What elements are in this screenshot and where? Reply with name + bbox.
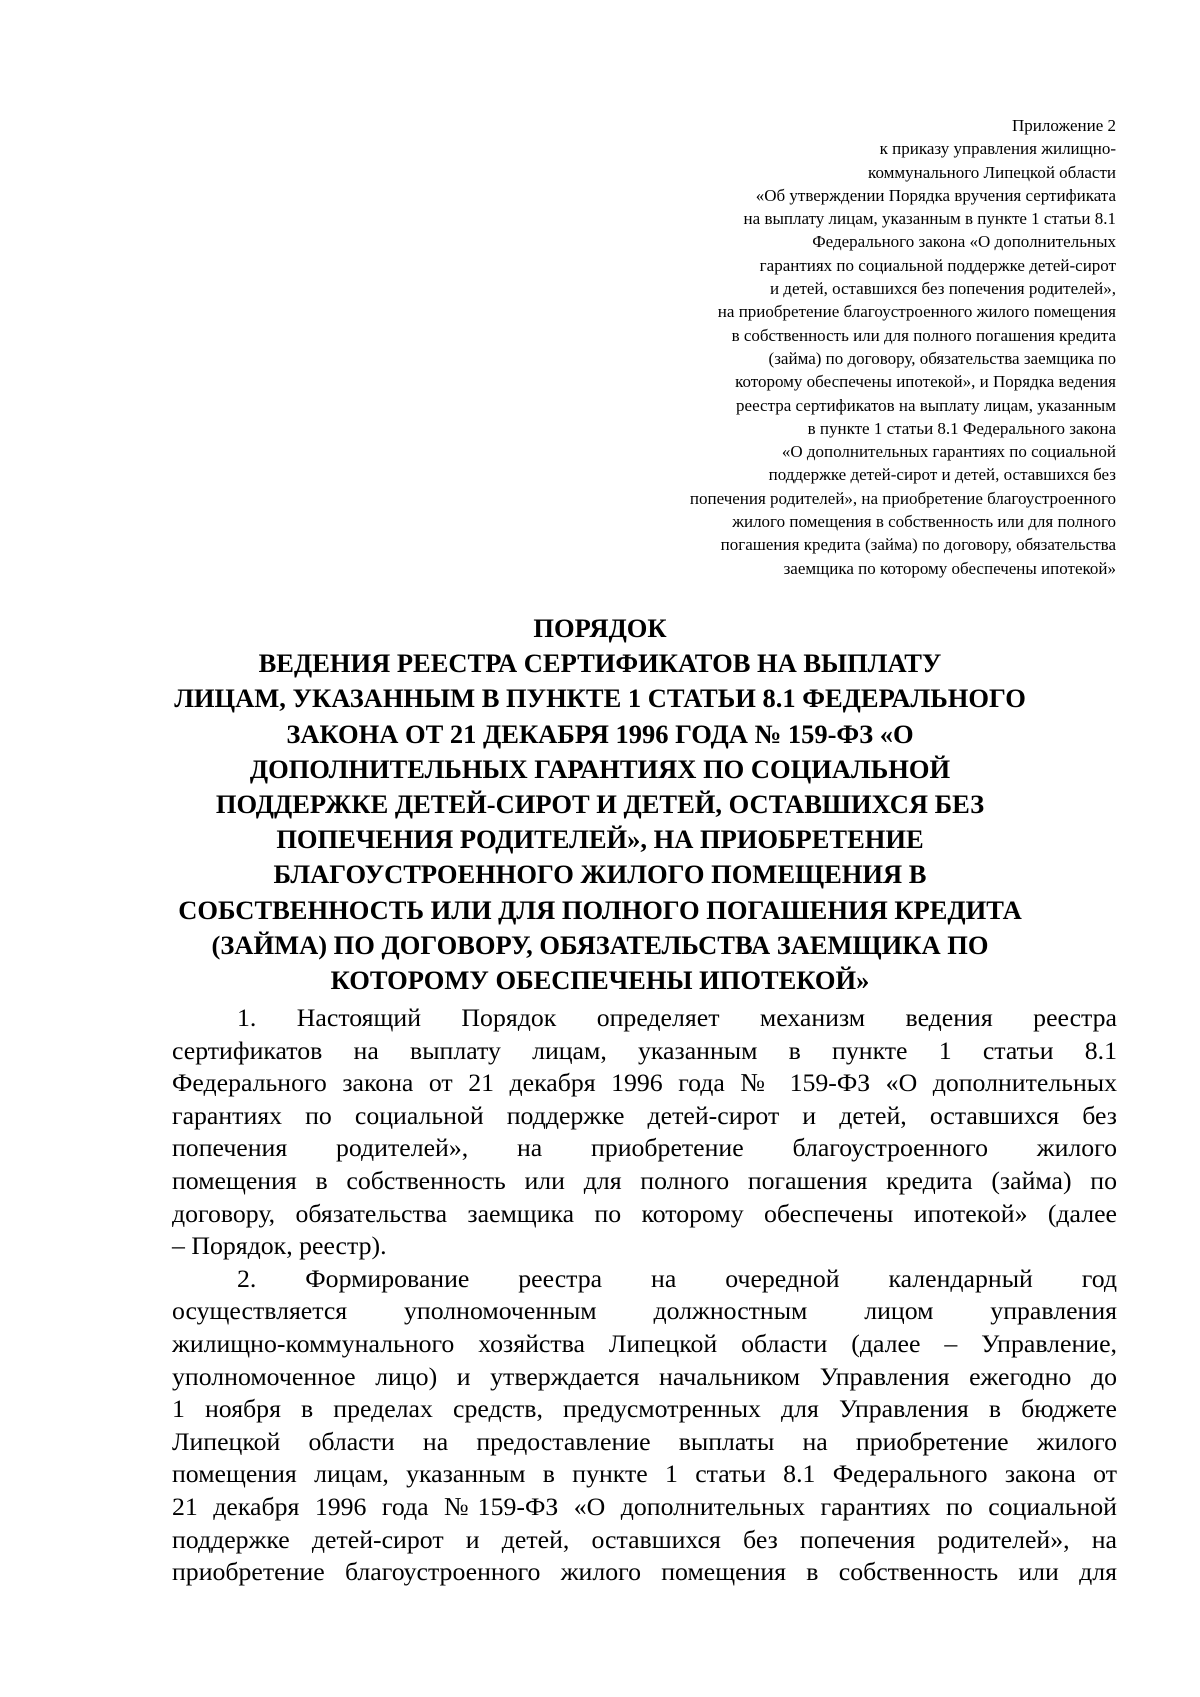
paragraph-line: уполномоченное лицо) и утверждается начальником Управления ежегодно до	[172, 1361, 1117, 1391]
title-line: (ЗАЙМА) ПО ДОГОВОРУ, ОБЯЗАТЕЛЬСТВА ЗАЕМЩИКА ПО	[211, 929, 989, 960]
appendix-line: в пункте 1 статьи 8.1 Федерального закона	[807, 418, 1116, 438]
paragraph-line: Федерального закона от 21 декабря 1996 года № 159-ФЗ «О дополнительных	[172, 1068, 1117, 1098]
document-body	[172, 1002, 1117, 1589]
appendix-line: (займа) по договору, обязательства заемщика по	[768, 348, 1116, 368]
paragraph-line: поддержке детей-сирот и детей, оставшихся без попечения родителей», на	[172, 1524, 1117, 1554]
paragraph-line: помещения лицам, указанным в пункте 1 статьи 8.1 Федерального закона от	[172, 1459, 1117, 1489]
appendix-line: попечения родителей», на приобретение благоустроенного	[689, 488, 1116, 508]
paragraph-line: договору, обязательства заемщика по которому обеспечены ипотекой» (далее	[172, 1198, 1117, 1228]
appendix-line: жилого помещения в собственность или для полного	[732, 512, 1116, 532]
title-line: ЗАКОНА ОТ 21 ДЕКАБРЯ 1996 ГОДА № 159-ФЗ «О	[286, 718, 914, 749]
paragraph-line: попечения родителей», на приобретение благоустроенного жилого	[172, 1133, 1117, 1163]
appendix-line: Приложение 2	[1012, 116, 1116, 135]
title-line: ЛИЦАМ, УКАЗАННЫМ В ПУНКТЕ 1 СТАТЬИ 8.1 ФЕДЕРАЛЬНОГО	[174, 683, 1026, 714]
title-line: КОТОРОМУ ОБЕСПЕЧЕНЫ ИПОТЕКОЙ»	[330, 965, 870, 996]
paragraph-line: сертификатов на выплату лицам, указанным в пункте 1 статьи 8.1	[172, 1035, 1117, 1065]
paragraph-line: гарантиях по социальной поддержке детей-сирот и детей, оставшихся без	[172, 1100, 1117, 1130]
title-line: БЛАГОУСТРОЕННОГО ЖИЛОГО ПОМЕЩЕНИЯ В	[273, 859, 927, 890]
paragraph-line: 2. Формирование реестра на очередной календарный год	[237, 1263, 1117, 1293]
appendix-line: Федерального закона «О дополнительных	[812, 232, 1116, 252]
document-title	[150, 611, 1050, 998]
appendix-line: коммунального Липецкой области	[868, 162, 1116, 182]
appendix-line: погашения кредита (займа) по договору, обязательства	[720, 535, 1116, 555]
appendix-line: к приказу управления жилищно-	[879, 139, 1116, 159]
appendix-line: на выплату лицам, указанным в пункте 1 статьи 8.1	[743, 209, 1116, 229]
paragraph-line: жилищно-коммунального хозяйства Липецкой области (далее – Управление,	[172, 1328, 1117, 1358]
appendix-line: гарантиях по социальной поддержке детей-сирот	[759, 255, 1116, 275]
paragraph-line: помещения в собственность или для полного погашения кредита (займа) по	[172, 1165, 1117, 1195]
title-line: ВЕДЕНИЯ РЕЕСТРА СЕРТИФИКАТОВ НА ВЫПЛАТУ	[258, 648, 942, 679]
title-line: ДОПОЛНИТЕЛЬНЫХ ГАРАНТИЯХ ПО СОЦИАЛЬНОЙ	[249, 753, 951, 784]
paragraph-line: 1 ноября в пределах средств, предусмотренных для Управления в бюджете	[172, 1394, 1117, 1424]
paragraph-2	[172, 1263, 1117, 1589]
appendix-line: «Об утверждении Порядка вручения сертификата	[755, 185, 1116, 205]
appendix-line: на приобретение благоустроенного жилого помещения	[717, 302, 1116, 322]
appendix-line: «О дополнительных гарантиях по социальной	[781, 442, 1116, 462]
paragraph-line: приобретение благоустроенного жилого помещения в собственность или для	[172, 1557, 1117, 1587]
paragraph-line: – Порядок, реестр).	[172, 1231, 387, 1261]
appendix-line: которому обеспечены ипотекой», и Порядка ведения	[735, 372, 1116, 392]
paragraph-line: 21 декабря 1996 года №159-ФЗ «О дополнительных гарантиях по социальной	[172, 1491, 1117, 1521]
appendix-line: поддержке детей-сирот и детей, оставшихся без	[768, 465, 1116, 485]
appendix-line: реестра сертификатов на выплату лицам, указанным	[736, 395, 1116, 415]
paragraph-line: Липецкой области на предоставление выплаты на приобретение жилого	[172, 1426, 1117, 1456]
paragraph-line: осуществляется уполномоченным должностным лицом управления	[172, 1296, 1117, 1326]
title-line: ПОДДЕРЖКЕ ДЕТЕЙ-СИРОТ И ДЕТЕЙ, ОСТАВШИХСЯ БЕЗ	[215, 789, 985, 820]
paragraph-1	[172, 1002, 1117, 1263]
title-line: ПОПЕЧЕНИЯ РОДИТЕЛЕЙ», НА ПРИОБРЕТЕНИЕ	[276, 824, 924, 855]
appendix-header	[556, 114, 1116, 580]
appendix-line: в собственность или для полного погашения кредита	[731, 325, 1116, 345]
appendix-line: заемщика по которому обеспечены ипотекой»	[783, 558, 1116, 578]
paragraph-line: 1. Настоящий Порядок определяет механизм ведения реестра	[237, 1003, 1117, 1032]
title-line: ПОРЯДОК	[533, 613, 667, 643]
appendix-line: и детей, оставшихся без попечения родителей»,	[769, 279, 1116, 299]
title-line: СОБСТВЕННОСТЬ ИЛИ ДЛЯ ПОЛНОГО ПОГАШЕНИЯ КРЕДИТА	[178, 894, 1022, 925]
